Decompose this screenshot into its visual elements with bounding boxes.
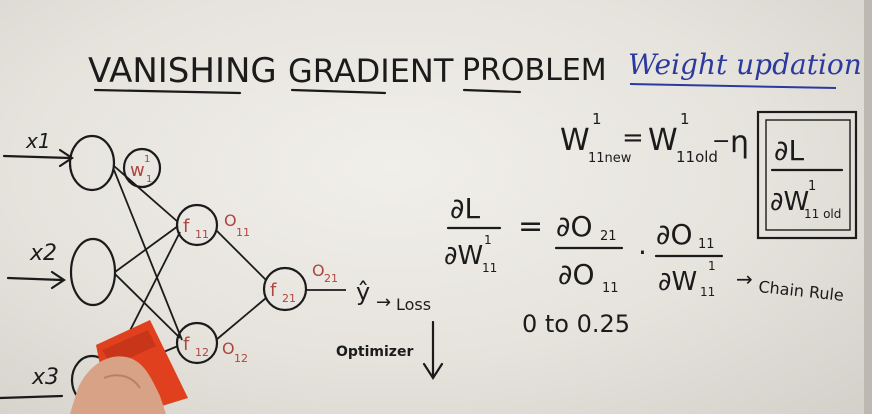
- weight-updation-heading: [628, 48, 862, 88]
- weight-w-label: w: [130, 160, 145, 181]
- weight-w-sup: 1: [144, 154, 151, 165]
- hidden-2-f: f: [183, 334, 190, 355]
- hidden-1-f: f: [183, 216, 190, 237]
- weight-updation-text: Weight updation: [628, 48, 862, 81]
- title-underline-3: [464, 90, 520, 92]
- input-label-x1: x1: [26, 129, 51, 153]
- w-new-sup: 1: [592, 110, 602, 128]
- w-new: W: [560, 123, 590, 158]
- multiply-dot: ·: [638, 236, 647, 269]
- output-sub: 21: [282, 292, 296, 305]
- term2-num-sub: 11: [698, 237, 715, 252]
- title-word-problem: PROBLEM: [462, 53, 607, 88]
- box-den-sub: 11 old: [804, 207, 842, 221]
- input-neuron-1: [70, 136, 114, 190]
- term1-den: ∂O: [558, 258, 595, 291]
- weight-w-sub: 1: [146, 174, 153, 185]
- chain-rule-arrow-icon: →: [736, 267, 753, 291]
- chain-rule-label: Chain Rule: [757, 277, 845, 305]
- output-o: O: [312, 261, 325, 280]
- hidden-2-sub: 12: [195, 346, 209, 359]
- input-neuron-2: [71, 239, 115, 305]
- chain-lhs-den-sub: 11: [482, 261, 498, 275]
- eta-learning-rate: η: [730, 125, 750, 160]
- hidden-1-output: O: [224, 211, 237, 230]
- term2-den-sup: 1: [708, 259, 716, 273]
- term1-num-sub: 21: [600, 229, 617, 244]
- input-arrows: [0, 150, 72, 398]
- derivative-range: 0 to 0.25: [522, 310, 631, 338]
- board-edge: [864, 0, 872, 414]
- neural-network: [0, 129, 442, 404]
- title: [88, 51, 607, 93]
- loss-label: Loss: [396, 295, 432, 314]
- chain-lhs-den: ∂W: [444, 241, 484, 271]
- title-underline-2: [292, 90, 385, 93]
- output-o-sub: 21: [324, 272, 338, 285]
- hidden-1-sub: 11: [195, 228, 209, 241]
- w-old-sub: 11old: [676, 148, 718, 166]
- term2-den-sub: 11: [700, 285, 716, 299]
- input-label-x3: x3: [32, 365, 60, 390]
- box-num: ∂L: [774, 134, 805, 167]
- chain-lhs-den-sup: 1: [484, 233, 492, 247]
- chain-equals: =: [518, 209, 544, 244]
- chain-lhs-num: ∂L: [450, 192, 481, 225]
- w-old-sup: 1: [680, 110, 690, 128]
- weight-update-formula: [560, 110, 856, 238]
- equals-1: =: [622, 123, 644, 153]
- term2-den: ∂W: [658, 267, 698, 297]
- box-den: ∂W: [770, 187, 810, 217]
- term2-num: ∂O: [656, 218, 693, 251]
- weight-updation-underline: [630, 84, 836, 88]
- box-den-sup: 1: [808, 179, 817, 194]
- w-old: W: [648, 123, 678, 158]
- title-word-gradient: GRADIENT: [288, 52, 454, 90]
- y-hat: ŷ: [356, 278, 371, 306]
- hidden-2-output: O: [222, 339, 235, 358]
- hand-with-duster: [70, 320, 188, 414]
- term1-num: ∂O: [556, 210, 593, 243]
- minus-sign: −: [712, 129, 731, 154]
- title-word-vanishing: VANISHING: [88, 51, 277, 91]
- loss-arrow-icon: →: [376, 292, 392, 313]
- hidden-1-output-sub: 11: [236, 226, 250, 239]
- optimizer-label: Optimizer: [336, 344, 414, 360]
- output-f: f: [270, 280, 277, 301]
- input-label-x2: x2: [30, 241, 58, 266]
- w-new-sub: 11new: [588, 151, 632, 166]
- hidden-2-output-sub: 12: [234, 352, 248, 365]
- term1-den-sub: 11: [602, 281, 619, 296]
